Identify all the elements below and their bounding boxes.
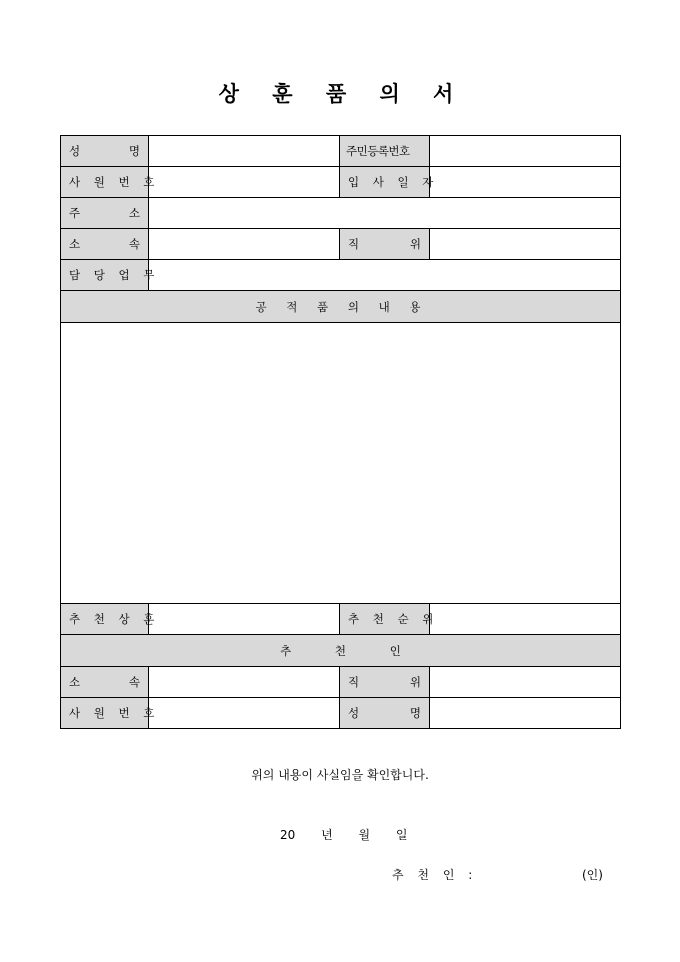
- label-rec-name: [340, 698, 430, 729]
- confirmation-text: 위의 내용이 사실임을 확인합니다.: [251, 768, 429, 782]
- label-employee-no: 사 원 번 호: [61, 167, 149, 198]
- merit-section-header: [61, 291, 621, 323]
- label-rec-position: [340, 667, 430, 698]
- field-duty[interactable]: [149, 260, 621, 291]
- label-part: 명: [409, 706, 421, 720]
- label-part: 소: [69, 675, 81, 689]
- field-name[interactable]: [149, 136, 340, 167]
- label-address: [61, 198, 149, 229]
- label-join-date: 입 사 일 자: [340, 167, 430, 198]
- label-part: 소: [128, 206, 140, 220]
- recommender-signature-label: 추 천 인 :: [392, 868, 478, 882]
- row-duty: [61, 260, 621, 291]
- label-part: 속: [128, 675, 140, 689]
- label-dept: [61, 229, 149, 260]
- label-rec-dept: [61, 667, 149, 698]
- label-part: 속: [128, 237, 140, 251]
- field-join-date[interactable]: [430, 167, 621, 198]
- label-part: 직: [348, 237, 360, 251]
- seal-mark: (인): [582, 868, 603, 882]
- label-resident-no: 주민등록번호: [340, 136, 430, 167]
- field-rec-position[interactable]: [430, 667, 621, 698]
- field-rec-employee-no[interactable]: [149, 698, 340, 729]
- row-recommender-name: [61, 698, 621, 729]
- label-part: 성: [69, 144, 81, 158]
- field-dept[interactable]: [149, 229, 340, 260]
- label-name: [61, 136, 149, 167]
- date-line: 20 년 월 일: [280, 828, 408, 842]
- label-part: 성: [348, 706, 360, 720]
- label-recommend-rank: 추 천 순 위: [340, 604, 430, 635]
- label-part: 위: [409, 675, 421, 689]
- field-resident-no[interactable]: [430, 136, 621, 167]
- recommender-section-header: [61, 635, 621, 667]
- field-rec-name[interactable]: [430, 698, 621, 729]
- label-part: 위: [409, 237, 421, 251]
- commendation-form-table: [60, 135, 621, 729]
- document-title: 상 훈 품 의 서: [218, 81, 462, 106]
- recommender-section-header-text: 추 천 인: [280, 643, 401, 658]
- field-recommended-award[interactable]: [149, 604, 340, 635]
- label-duty: 담 당 업 무: [61, 260, 149, 291]
- field-recommend-rank[interactable]: [430, 604, 621, 635]
- label-recommended-award: 추 천 상 훈: [61, 604, 149, 635]
- row-name: [61, 136, 621, 167]
- row-dept: [61, 229, 621, 260]
- row-recommender-header: [61, 635, 621, 667]
- field-employee-no[interactable]: [149, 167, 340, 198]
- label-part: 직: [348, 675, 360, 689]
- label-part: 소: [69, 237, 81, 251]
- row-recommender-dept: [61, 667, 621, 698]
- row-merit-content: [61, 323, 621, 604]
- label-part: 주: [69, 206, 81, 220]
- field-rec-dept[interactable]: [149, 667, 340, 698]
- label-rec-employee-no: 사 원 번 호: [61, 698, 149, 729]
- label-position: [340, 229, 430, 260]
- field-address[interactable]: [149, 198, 621, 229]
- merit-content-area[interactable]: [61, 323, 621, 604]
- row-address: [61, 198, 621, 229]
- row-award: [61, 604, 621, 635]
- row-employee: [61, 167, 621, 198]
- field-position[interactable]: [430, 229, 621, 260]
- merit-section-header-text: 공 적 품 의 내 용: [255, 299, 426, 314]
- row-merit-header: [61, 291, 621, 323]
- label-part: 명: [128, 144, 140, 158]
